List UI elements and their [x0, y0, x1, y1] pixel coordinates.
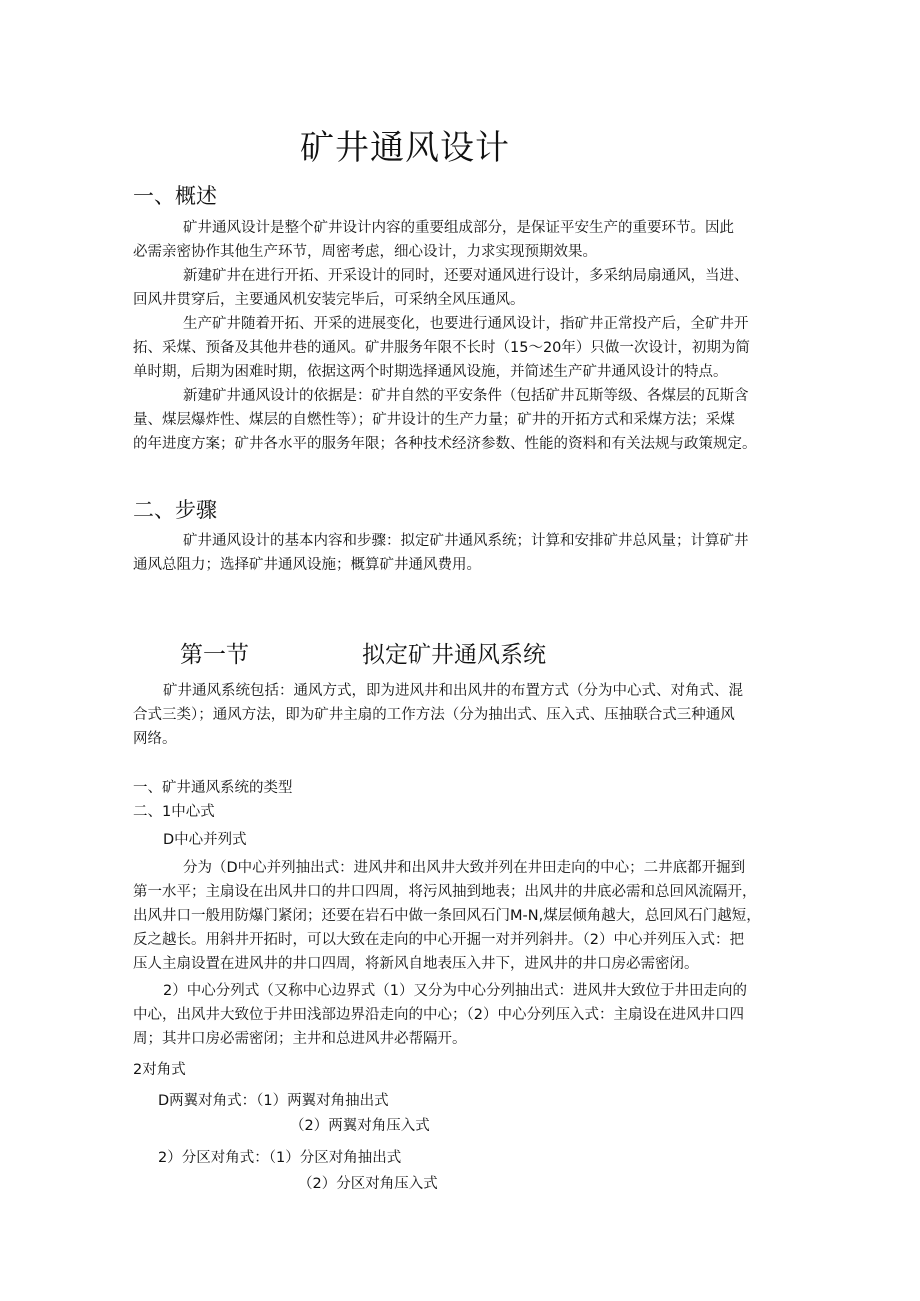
text-line: 的年进度方案；矿井各水平的服务年限；各种技术经济参数、性能的资料和有关法规与政策规定。 [133, 436, 757, 452]
text-line: 矿井通风设计的基本内容和步骤：拟定矿井通风系统；计算和安排矿井总风量；计算矿井 [183, 533, 749, 549]
text-line: 周；其井口房必需密闭；主井和总进风井必帮隔开。 [133, 1031, 467, 1047]
text-line: 回风井贯穿后，主要通风机安装完毕后，可采纳全风压通风。 [133, 292, 525, 308]
section-intro [133, 679, 798, 751]
text-line: 出风井口一般用防爆门紧闭；还要在岩石中做一条回风石门M-N,煤层倾角越大，总回风石门越短， [133, 908, 761, 924]
text-line: 反之越长。用斜井开拓时，可以大致在走向的中心开掘一对并列斜井。（2）中心并列压入式：把 [133, 932, 744, 948]
text-line: 量、煤层爆炸性、煤层的自燃性等）；矿井设计的生产力量；矿井的开拓方式和采煤方法；采煤 [133, 412, 735, 428]
central-parallel-label: D中心并列式 [163, 832, 247, 848]
types-heading: 一、矿井通风系统的类型 [133, 780, 293, 796]
text-line: 通风总阻力；选择矿井通风设施；概算矿井通风费用。 [133, 557, 481, 573]
section-number: 第一节 [180, 642, 249, 668]
text-line: 压人主扇设置在进风井的井口四周，将新风自地表压入井下，进风井的井口房必需密闭。 [133, 956, 699, 972]
two-wing-diagonal-label: D两翼对角式：（1）两翼对角抽出式 [158, 1093, 389, 1109]
central-heading: 二、1中心式 [133, 804, 215, 820]
text-line: 2）中心分列式（又称中心边界式（1）又分为中心分列抽出式：进风井大致位于井田走向的 [163, 983, 747, 999]
overview-paragraph [133, 216, 798, 456]
section-title: 拟定矿井通风系统 [362, 642, 546, 668]
steps-heading: 二、步骤 [133, 498, 217, 522]
text-line: 新建矿井通风设计的依据是：矿井自然的平安条件（包括矿井瓦斯等级、各煤层的瓦斯含 [183, 388, 749, 404]
text-line: 必需亲密协作其他生产环节，周密考虑，细心设计，力求实现预期效果。 [133, 244, 597, 260]
text-line: 网络。 [133, 731, 177, 747]
text-line: 分为（D中心并列抽出式：进风井和出风井大致并列在井田走向的中心；二井底都开掘到 [183, 860, 746, 876]
central-split-paragraph [133, 979, 798, 1051]
two-wing-diagonal-sub: （2）两翼对角压入式 [290, 1118, 430, 1134]
text-line: 矿井通风系统包括：通风方式，即为进风井和出风井的布置方式（分为中心式、对角式、混 [163, 683, 743, 699]
steps-paragraph [133, 529, 798, 577]
overview-heading: 一、概述 [133, 184, 217, 208]
text-line: 矿井通风设计是整个矿井设计内容的重要组成部分，是保证平安生产的重要环节。因此 [183, 220, 734, 236]
text-line: 生产矿井随着开拓、开采的进展变化，也要进行通风设计，指矿井正常投产后，全矿井开 [183, 316, 749, 332]
zone-diagonal-label: 2）分区对角式：（1）分区对角抽出式 [158, 1150, 402, 1166]
text-line: 单时期，后期为困难时期，依据这两个时期选择通风设施，并简述生产矿井通风设计的特点。 [133, 364, 728, 380]
text-line: 拓、采煤、预备及其他井巷的通风。矿井服务年限不长时（15～20年）只做一次设计，初期为简 [133, 340, 750, 356]
text-line: 合式三类）；通风方法，即为矿井主扇的工作方法（分为抽出式、压入式、压抽联合式三种通风 [133, 707, 735, 723]
text-line: 新建矿井在进行开拓、开采设计的同时，还要对通风进行设计，多采纳局扇通风，当进、 [183, 268, 749, 284]
diagonal-heading: 2对角式 [133, 1062, 186, 1078]
central-parallel-paragraph [133, 856, 798, 976]
zone-diagonal-sub: （2）分区对角压入式 [298, 1176, 438, 1192]
document-title: 矿井通风设计 [300, 128, 510, 168]
text-line: 中心，出风井大致位于井田浅部边界沿走向的中心；（2）中心分列压入式：主扇设在进风井口四 [133, 1007, 744, 1023]
text-line: 第一水平；主扇设在出风井口的井口四周，将污风抽到地表；出风井的井底必需和总回风流隔开， [133, 884, 757, 900]
